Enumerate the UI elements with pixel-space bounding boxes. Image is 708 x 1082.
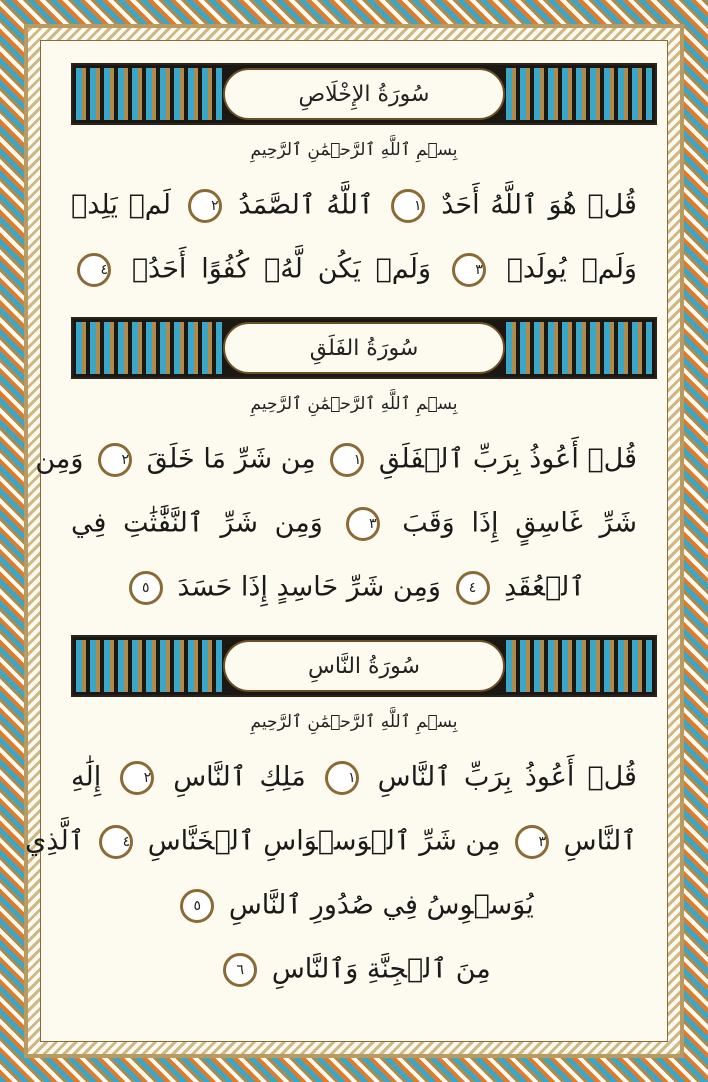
- ornament-left: [76, 322, 222, 374]
- ayah-number: ٤: [456, 571, 490, 605]
- page-frame: [24, 24, 684, 1058]
- ornament-left: [76, 640, 222, 692]
- ayah-number: ١: [330, 443, 364, 477]
- verse-line: [71, 507, 637, 541]
- surah-title-cartouche: [223, 68, 505, 120]
- verse-text: لَمۡ يَلِدۡ: [71, 189, 171, 221]
- page-content: [25, 40, 668, 1042]
- basmala: بِسۡمِ ٱللَّهِ ٱلرَّحۡمَٰنِ ٱلرَّحِيمِ: [250, 394, 458, 414]
- surah-header-ikhlas: [71, 63, 657, 125]
- ayah-number: ١: [325, 761, 359, 795]
- ayah-number: ٣: [452, 253, 486, 287]
- verse-line: [71, 889, 637, 923]
- verse-text: وَمِن شَرِّ حَاسِدٍ إِذَا حَسَدَ: [177, 571, 441, 603]
- verse-text: إِلَٰهِ: [71, 761, 102, 793]
- verse-text: مِنَ ٱلۡجِنَّةِ وَٱلنَّاسِ: [271, 953, 491, 985]
- ayah-number: ٣: [515, 825, 549, 859]
- verse-line: [35, 443, 637, 477]
- verse-text: ٱللَّهُ ٱلصَّمَدُ: [238, 189, 374, 221]
- surah-title: سُورَةُ الإِخْلَاصِ: [298, 81, 430, 107]
- ayah-number: ٢: [98, 443, 132, 477]
- ayah-number: ٥: [180, 889, 214, 923]
- ayah-number: ٤: [99, 825, 133, 859]
- verse-text: شَرِّ غَاسِقٍ إِذَا وَقَبَ: [402, 507, 637, 539]
- surah-title: سُورَةُ الفَلَقِ: [309, 335, 419, 361]
- ayah-number: ١: [391, 189, 425, 223]
- verse-text: مَلِكِ ٱلنَّاسِ: [173, 761, 306, 793]
- ornament-right: [506, 322, 652, 374]
- ornament-right: [506, 640, 652, 692]
- verse-line: [71, 761, 637, 795]
- ornament-left: [76, 68, 222, 120]
- surah-title: سُورَةُ النَّاسِ: [308, 653, 420, 679]
- verse-text: قُلۡ أَعُوذُ بِرَبِّ ٱلۡفَلَقِ: [378, 443, 637, 475]
- surah-header-nas: [71, 635, 657, 697]
- verse-line: [71, 189, 637, 223]
- verse-text: يُوَسۡوِسُ فِي صُدُورِ ٱلنَّاسِ: [228, 889, 534, 921]
- verse-text: قُلۡ أَعُوذُ بِرَبِّ ٱلنَّاسِ: [377, 761, 637, 793]
- verse-text: وَمِن: [35, 443, 84, 475]
- verse-text: مِن شَرِّ مَا خَلَقَ: [146, 443, 316, 475]
- verse-text: وَلَمۡ يُولَدۡ: [506, 253, 637, 285]
- verse-text: مِن شَرِّ ٱلۡوَسۡوَاسِ ٱلۡخَنَّاسِ: [147, 825, 501, 857]
- ayah-number: ٢: [120, 761, 154, 795]
- verse-text: ٱلَّذِي: [25, 825, 85, 857]
- basmala: بِسۡمِ ٱللَّهِ ٱلرَّحۡمَٰنِ ٱلرَّحِيمِ: [250, 140, 458, 160]
- verse-line: [25, 825, 637, 859]
- verse-text: ٱلنَّاسِ: [563, 825, 637, 857]
- verse-text: وَلَمۡ يَكُن لَّهُۥ كُفُوًا أَحَدُۢ: [131, 253, 431, 285]
- surah-header-falaq: [71, 317, 657, 379]
- verse-line: [71, 953, 637, 987]
- ayah-number: ٣: [346, 507, 380, 541]
- verse-text: وَمِن شَرِّ ٱلنَّفَّٰثَٰتِ فِي: [71, 507, 323, 539]
- ayah-number: ٢: [188, 189, 222, 223]
- ayah-number: ٦: [223, 953, 257, 987]
- verse-text: قُلۡ هُوَ ٱللَّهُ أَحَدٌ: [441, 189, 637, 221]
- verse-line: [71, 253, 637, 287]
- ayah-number: ٤: [77, 253, 111, 287]
- surah-title-cartouche: [223, 640, 505, 692]
- ayah-number: ٥: [129, 571, 163, 605]
- basmala: بِسۡمِ ٱللَّهِ ٱلرَّحۡمَٰنِ ٱلرَّحِيمِ: [250, 712, 458, 732]
- ornament-right: [506, 68, 652, 120]
- page-frame-inner: [25, 28, 680, 1054]
- verse-line: [71, 571, 637, 605]
- surah-title-cartouche: [223, 322, 505, 374]
- verse-text: ٱلۡعُقَدِ: [504, 571, 586, 603]
